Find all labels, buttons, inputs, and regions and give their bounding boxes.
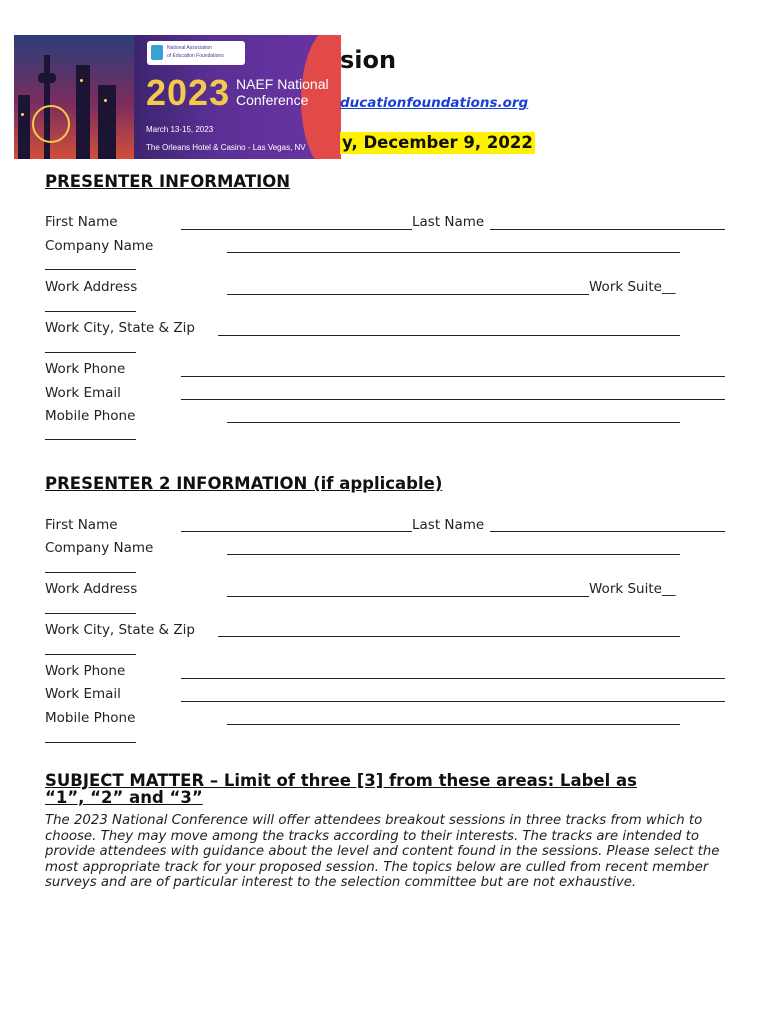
p1-mobile-phone-field[interactable] [227, 422, 680, 423]
p2-work-phone-label: Work Phone [45, 663, 126, 679]
subject-description: The 2023 National Conference will offer attendees breakout sessions in three tracks from which to choose. They may move among the tracks according to their interests. The tracks are intended to provide attendees with guidance about the level and content found in the sessions. Please select the most appropriate track for your proposed session. The topics below are culled from recent member surveys and are of particular interest to the selection committee but are not exhaustive. [45, 813, 720, 890]
p2-work-address-field-cont[interactable] [45, 613, 136, 614]
p2-mobile-phone-label: Mobile Phone [45, 710, 136, 726]
subject-heading-line-1: SUBJECT MATTER – Limit of three [3] from these areas: Label as [45, 771, 637, 790]
banner-dates: March 13-15, 2023 [146, 125, 214, 134]
p1-work-address-label: Work Address [45, 279, 138, 295]
p2-first-name-field[interactable] [181, 531, 412, 532]
p1-company-name-label: Company Name [45, 238, 154, 254]
p2-work-email-label: Work Email [45, 686, 121, 702]
subject-matter-heading [45, 772, 637, 806]
p1-work-address-field-cont[interactable] [45, 311, 136, 312]
p2-company-name-field-cont[interactable] [45, 572, 136, 573]
page-title: sion [340, 46, 397, 74]
p1-last-name-label: Last Name [412, 214, 485, 230]
p1-work-email-field[interactable] [181, 399, 725, 400]
p1-company-name-field[interactable] [227, 252, 680, 253]
p1-work-phone-field[interactable] [181, 376, 725, 377]
p2-work-address-label: Work Address [45, 581, 138, 597]
logo-line-2: of Education Foundations [167, 53, 224, 59]
p2-last-name-field[interactable] [490, 531, 725, 532]
conference-banner [14, 35, 341, 159]
p1-mobile-phone-label: Mobile Phone [45, 408, 136, 424]
p2-company-name-field[interactable] [227, 554, 680, 555]
p1-work-email-label: Work Email [45, 385, 121, 401]
p1-first-name-field[interactable] [181, 229, 412, 230]
p2-company-name-label: Company Name [45, 540, 154, 556]
ferris-wheel-icon [32, 105, 70, 143]
p2-mobile-phone-field-cont[interactable] [45, 742, 136, 743]
banner-conference-line-1: NAEF National [236, 76, 329, 92]
p2-work-suite-label: Work Suite__ [589, 581, 676, 597]
p2-work-city-label: Work City, State & Zip [45, 622, 195, 638]
deadline-highlight: y, December 9, 2022 [342, 133, 533, 152]
p1-work-city-field-cont[interactable] [45, 352, 136, 353]
p2-work-address-field[interactable] [227, 596, 589, 597]
logo-line-1: National Association [167, 45, 213, 51]
banner-conference-line-2: Conference [236, 92, 309, 108]
p1-first-name-label: First Name [45, 214, 118, 230]
p2-last-name-label: Last Name [412, 517, 485, 533]
city-skyline [14, 35, 134, 159]
presenter-1-heading: PRESENTER INFORMATION [45, 172, 291, 191]
p2-work-phone-field[interactable] [181, 678, 725, 679]
p1-work-phone-label: Work Phone [45, 361, 126, 377]
p2-first-name-label: First Name [45, 517, 118, 533]
subject-heading-line-2: “1”, “2” and “3” [45, 788, 203, 807]
p2-work-city-field[interactable] [218, 636, 680, 637]
p2-work-city-field-cont[interactable] [45, 654, 136, 655]
website-link[interactable]: ducationfoundations.org [340, 95, 529, 111]
p1-work-city-field[interactable] [218, 335, 680, 336]
logo-mark-icon [151, 45, 163, 60]
p1-work-address-field[interactable] [227, 294, 589, 295]
naef-logo [147, 41, 245, 65]
p1-last-name-field[interactable] [490, 229, 725, 230]
p1-company-name-field-cont[interactable] [45, 269, 136, 270]
p1-work-suite-label: Work Suite__ [589, 279, 676, 295]
presenter-2-heading: PRESENTER 2 INFORMATION (if applicable) [45, 474, 443, 493]
banner-venue: The Orleans Hotel & Casino - Las Vegas, NV [146, 143, 306, 152]
p2-mobile-phone-field[interactable] [227, 724, 680, 725]
banner-year: 2023 [146, 72, 231, 113]
p2-work-email-field[interactable] [181, 701, 725, 702]
p1-mobile-phone-field-cont[interactable] [45, 439, 136, 440]
p1-work-city-label: Work City, State & Zip [45, 320, 195, 336]
